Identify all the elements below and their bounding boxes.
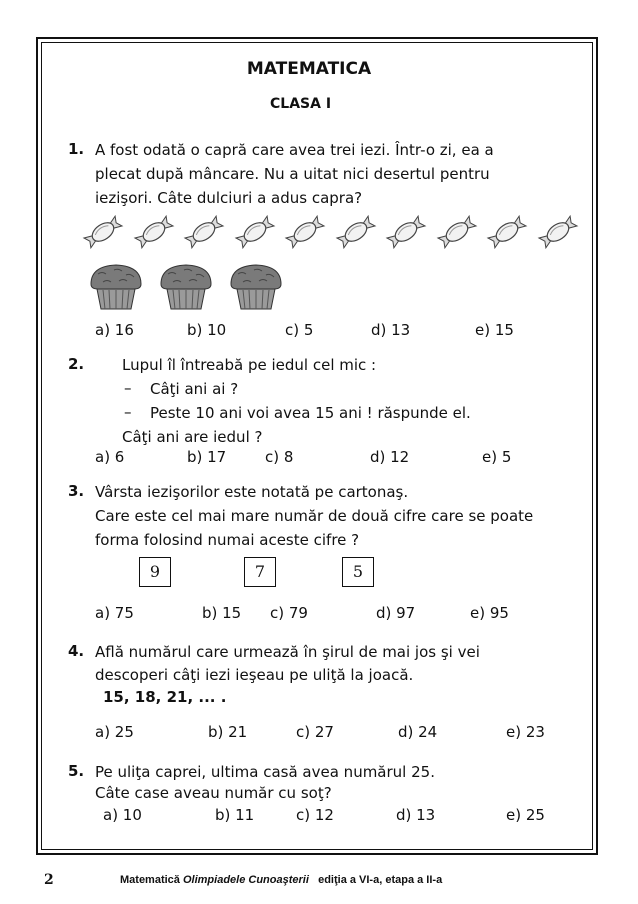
q1-number: 1.: [68, 140, 85, 158]
q1-answer-e: e) 15: [475, 321, 514, 339]
q4-answer-d: d) 24: [398, 723, 438, 741]
q5-answer-a: a) 10: [103, 806, 142, 824]
q4-line-2: descoperi câţi iezi ieşeau pe uliţă la joacă.: [95, 666, 414, 684]
q1-answer-d: d) 13: [371, 321, 411, 339]
q4-answer-e: e) 23: [506, 723, 545, 741]
q4-answer-b: b) 21: [208, 723, 248, 741]
candy-icon: [383, 212, 429, 256]
q3-line-2: Care este cel mai mare număr de două cifre care se poate: [95, 507, 534, 525]
grade-label: CLASA I: [270, 96, 332, 112]
q3-line-1: Vârsta iezişorilor este notată pe cartonaş.: [95, 483, 409, 501]
q5-line-1: Pe uliţa caprei, ultima casă avea numărul 25.: [95, 763, 435, 781]
candy-icon: [232, 212, 278, 256]
q2-answer-c: c) 8: [265, 448, 294, 466]
candy-icon: [535, 212, 581, 256]
q5-answer-b: b) 11: [215, 806, 255, 824]
page-number: 2: [44, 872, 54, 888]
q3-number: 3.: [68, 482, 85, 500]
q3-answer-b: b) 15: [202, 604, 242, 622]
q3-answer-c: c) 79: [270, 604, 308, 622]
candy-icon: [181, 212, 227, 256]
q5-number: 5.: [68, 762, 85, 780]
q3-line-3: forma folosind numai aceste cifre ?: [95, 531, 360, 549]
q1-answer-a: a) 16: [95, 321, 134, 339]
q1-line-1: A fost odată o capră care avea trei iezi. Într-o zi, ea a: [95, 141, 494, 159]
q2-dash-2: –: [124, 403, 132, 421]
candy-icon: [434, 212, 480, 256]
q2-answer-d: d) 12: [370, 448, 410, 466]
q1-answer-b: b) 10: [187, 321, 227, 339]
candy-icon: [282, 212, 328, 256]
q3-answer-e: e) 95: [470, 604, 509, 622]
q4-answer-c: c) 27: [296, 723, 334, 741]
candy-icon: [131, 212, 177, 256]
q5-answer-d: d) 13: [396, 806, 436, 824]
digit-card-3: 5: [342, 557, 374, 587]
q2-line-1: Lupul îl întreabă pe iedul cel mic :: [122, 356, 377, 374]
q3-answer-d: d) 97: [376, 604, 416, 622]
q2-answer-b: b) 17: [187, 448, 227, 466]
q2-dialog-1: Câţi ani ai ?: [150, 380, 239, 398]
page-title: MATEMATICA: [246, 59, 372, 79]
digit-card-2: 7: [244, 557, 276, 587]
q1-answer-c: c) 5: [285, 321, 314, 339]
muffin-icon: [228, 262, 284, 316]
candy-icon: [80, 212, 126, 256]
q4-line-1: Află numărul care urmează în şirul de mai jos şi vei: [95, 643, 480, 661]
q5-answer-c: c) 12: [296, 806, 334, 824]
q4-answer-a: a) 25: [95, 723, 134, 741]
candy-icon: [484, 212, 530, 256]
q2-number: 2.: [68, 355, 85, 373]
digit-card-1: 9: [139, 557, 171, 587]
q3-answer-a: a) 75: [95, 604, 134, 622]
muffin-icon: [88, 262, 144, 316]
q5-answer-e: e) 25: [506, 806, 545, 824]
q2-dash-1: –: [124, 379, 132, 397]
footer-text: [120, 874, 442, 886]
q2-dialog-2: Peste 10 ani voi avea 15 ani ! răspunde el.: [150, 404, 471, 422]
q2-answer-e: e) 5: [482, 448, 512, 466]
q1-line-3: iezişori. Câte dulciuri a adus capra?: [95, 189, 363, 207]
q1-line-2: plecat după mâncare. Nu a uitat nici desertul pentru: [95, 165, 490, 183]
q2-line-4: Câţi ani are iedul ?: [122, 428, 263, 446]
muffin-icon: [158, 262, 214, 316]
q4-sequence: 15, 18, 21, ... .: [103, 688, 227, 706]
q5-line-2: Câte case aveau număr cu soţ?: [95, 784, 332, 802]
q2-answer-a: a) 6: [95, 448, 125, 466]
footer-edition: ediţia a VI-a, etapa a II-a: [318, 874, 443, 886]
footer-series: Olimpiadele Cunoaşterii: [182, 874, 309, 886]
q4-number: 4.: [68, 642, 85, 660]
candy-icon: [333, 212, 379, 256]
footer-prefix: Matematică: [120, 874, 180, 886]
